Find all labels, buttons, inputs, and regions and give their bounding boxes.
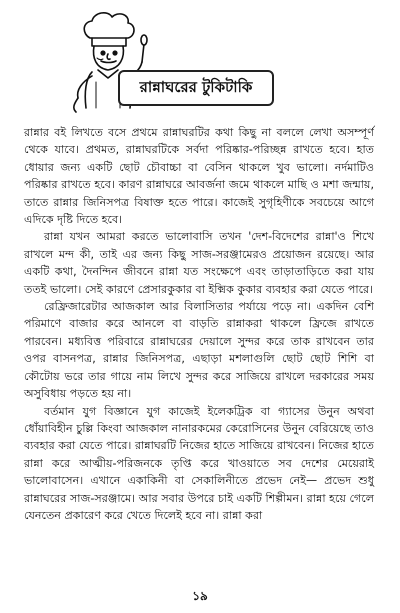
page-number: ১৯ xyxy=(192,589,208,603)
title-banner xyxy=(118,70,274,106)
paragraph: রান্নার বই লিখতে বসে প্রথমে রান্নাঘরটির কথা কিছু না বললে লেখা অসম্পূর্ণ থেকে যাবে। প্রথমত, রান্নাঘরটিকে সর্বদা পরিষ্কার-পরিচ্ছন্ন রাখতে হবে। হাত ধোয়ার জন্য একটি ছোট চৌবাচ্চা বা বেসিন থাকলে খুব ভালো। নর্দমাটিও পরিষ্কার রাখতে হবে। কারণ রান্নাঘরে আবর্জনা জমে থাকলে মাছি ও মশা জন্মায়, তাতে রান্নার জিনিসপত্র বিষাক্ত হতে পারে। কাজেই সুগৃহিণীকে সবচেয়ে আগে এদিকে দৃষ্টি দিতে হবে। xyxy=(24,126,374,227)
paragraph: রান্না যখন আমরা করতে ভালোবাসি তখন 'দেশ-বিদেশের রান্না'ও শিখে রাখলে মন্দ কী, তাই এর জন্য কিছু সাজ-সরঞ্জামেরও প্রয়োজন রয়েছে। আর একটি কথা, দৈনন্দিন জীবনে রান্না যত সংক্ষেপে এবং তাড়াতাড়িতে করা যায় ততই ভালো। সেই কারণে প্রেসারকুকার বা ইক্মিক কুকার ব্যবহার করা যেতে পারে। xyxy=(24,230,374,296)
page-title: রান্নাঘরের টুকিটাকি xyxy=(139,77,253,96)
body-text xyxy=(24,124,374,524)
paragraph: বর্তমান যুগ বিজ্ঞানে যুগ কাজেই ইলেকট্রিক বা গ্যাসের উনুন অথবা ধোঁয়াবিহীন চুল্লি কিংবা আজকাল নানারকমের কেরোসিনের উনুন বেরিয়েছে তাও ব্যবহার করা যেতে পারে। রান্নাঘরটি নিজের হাতে সাজিয়ে রাখবেন। নিজের হাতে রান্না করে আত্মীয়-পরিজনকে তৃপ্তি করে খাওয়াতে সব দেশের মেয়েরাই ভালোবাসেন। এখানে একাকিনী বা সেকালিনীতে প্রভেদ নেই— প্রভেদ শুধু রান্নাঘরের সাজ-সরঞ্জামে। আর সবার উপরে চাই একটি শিল্পীমন। রান্না হয়ে গেলে যেনতেন প্রকারেণ করে খেতে দিলেই হবে না। রান্না করা xyxy=(24,404,374,522)
paragraph: রেফ্রিজারেটার আজকাল আর বিলাসিতার পর্যায়ে পড়ে না। একদিন বেশি পরিমাণে বাজার করে আনলে বা বাড়তি রান্নাকরা থাকলে ফ্রিজে রাখতে পারবেন। মধ্যবিত্ত পরিবারে রান্নাঘরের দেয়ালে সুন্দর করে তাক রাখবেন তার ওপর বাসনপত্র, রান্নার জিনিসপত্র, এছাড়া মশলাগুলি ছোট ছোট শিশি বা কৌটোয় ভরে তার গায়ে নাম লিখে সুন্দর করে সাজিয়ে রাখলে দরকারের সময় অসুবিধায় পড়তে হয় না। xyxy=(24,300,374,401)
